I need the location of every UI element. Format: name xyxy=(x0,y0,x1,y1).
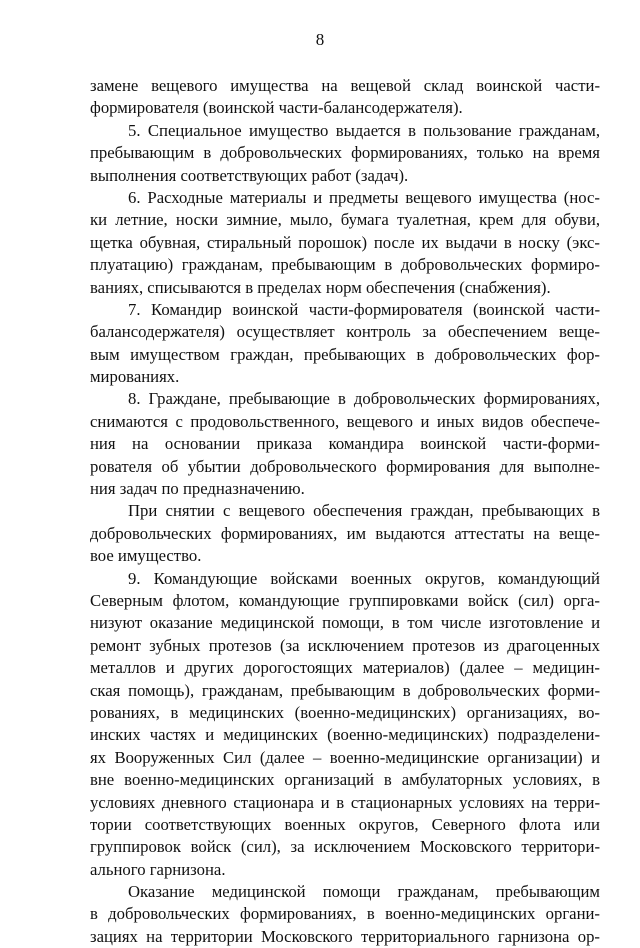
paragraph xyxy=(90,388,600,500)
text-line: ваниях, списываются в пределах норм обеспечения (снабжения). xyxy=(90,277,551,297)
text-line: ния задач по предназначению. xyxy=(90,479,305,499)
text-line: При снятии с вещевого обеспечения граждан, пребывающих в xyxy=(128,501,600,521)
text-line: ния на основании приказа командира воинской части-форми- xyxy=(90,434,600,454)
text-line: Северным флотом, командующие группировками войск (сил) орга- xyxy=(90,590,600,610)
paragraph xyxy=(90,500,600,567)
text-line: тории соответствующих военных округов, Северного флота или xyxy=(90,814,600,834)
text-line: низуют оказание медицинской помощи, в том числе изготовление и xyxy=(90,613,600,633)
text-line: добровольческих формированиях, им выдаются аттестаты на веще- xyxy=(90,523,600,543)
text-line: щетка обувная, стиральный порошок) после их выдачи в носку (экс- xyxy=(90,232,600,252)
paragraph xyxy=(90,568,600,881)
text-line: инских частях и медицинских (военно-медицинских) подразделени- xyxy=(90,725,600,745)
text-line: формирователя (воинской части-балансодержателя). xyxy=(90,98,463,118)
text-line: ального гарнизона. xyxy=(90,859,226,879)
text-line: 6. Расходные материалы и предметы вещевого имущества (нос- xyxy=(128,187,600,207)
text-line: Оказание медицинской помощи гражданам, пребывающим xyxy=(128,882,600,902)
text-line: балансодержателя) осуществляет контроль за обеспечением веще- xyxy=(90,322,600,342)
text-line: в добровольческих формированиях, в военно-медицинских органи- xyxy=(90,904,600,924)
paragraph xyxy=(90,75,600,120)
text-line: снимаются с продовольственного, вещевого и иных видов обеспече- xyxy=(90,411,600,431)
text-line: ях Вооруженных Сил (далее – военно-медицинские организации) и xyxy=(90,747,600,767)
text-line: выполнения соответствующих работ (задач). xyxy=(90,165,409,185)
text-line: рователя об убытии добровольческого формирования для выполне- xyxy=(90,456,600,476)
text-line: вым имуществом граждан, пребывающих в добровольческих фор- xyxy=(90,344,600,364)
text-line: пребывающим в добровольческих формированиях, только на время xyxy=(90,143,600,163)
text-line: 5. Специальное имущество выдается в пользование гражданам, xyxy=(128,120,600,140)
text-line: плуатацию) гражданам, пребывающим в добровольческих формиро- xyxy=(90,255,600,275)
text-line: условиях дневного стационара и в стационарных условиях на терри- xyxy=(90,792,600,812)
page-number: 8 xyxy=(315,30,325,49)
text-line: зациях на территории Московского территориального гарнизона ор- xyxy=(90,926,600,946)
text-line: металлов и других дорогостоящих материалов) (далее – медицин- xyxy=(90,658,600,678)
text-line: 9. Командующие войсками военных округов, командующий xyxy=(128,568,600,588)
text-line: 8. Граждане, пребывающие в добровольческих формированиях, xyxy=(128,389,600,409)
paragraph xyxy=(90,881,600,948)
text-line: 7. Командир воинской части-формирователя (воинской части- xyxy=(128,299,600,319)
text-line: замене вещевого имущества на вещевой склад воинской части- xyxy=(90,76,600,95)
text-line: группировок войск (сил), за исключением Московского территори- xyxy=(90,837,600,857)
paragraph xyxy=(90,120,600,187)
text-line: ки летние, носки зимние, мыло, бумага туалетная, крем для обуви, xyxy=(90,210,600,230)
paragraph xyxy=(90,187,600,299)
text-line: рованиях, в медицинских (военно-медицинских) организациях, во- xyxy=(90,702,600,722)
text-line: мированиях. xyxy=(90,367,180,387)
paragraph xyxy=(90,299,600,389)
text-line: вне военно-медицинских организаций в амбулаторных условиях, в xyxy=(90,770,600,790)
text-line: вое имущество. xyxy=(90,546,202,566)
text-line: ская помощь), гражданам, пребывающим в добровольческих форми- xyxy=(90,680,600,700)
document-body xyxy=(90,75,600,948)
text-line: ремонт зубных протезов (за исключением протезов из драгоценных xyxy=(90,635,600,655)
